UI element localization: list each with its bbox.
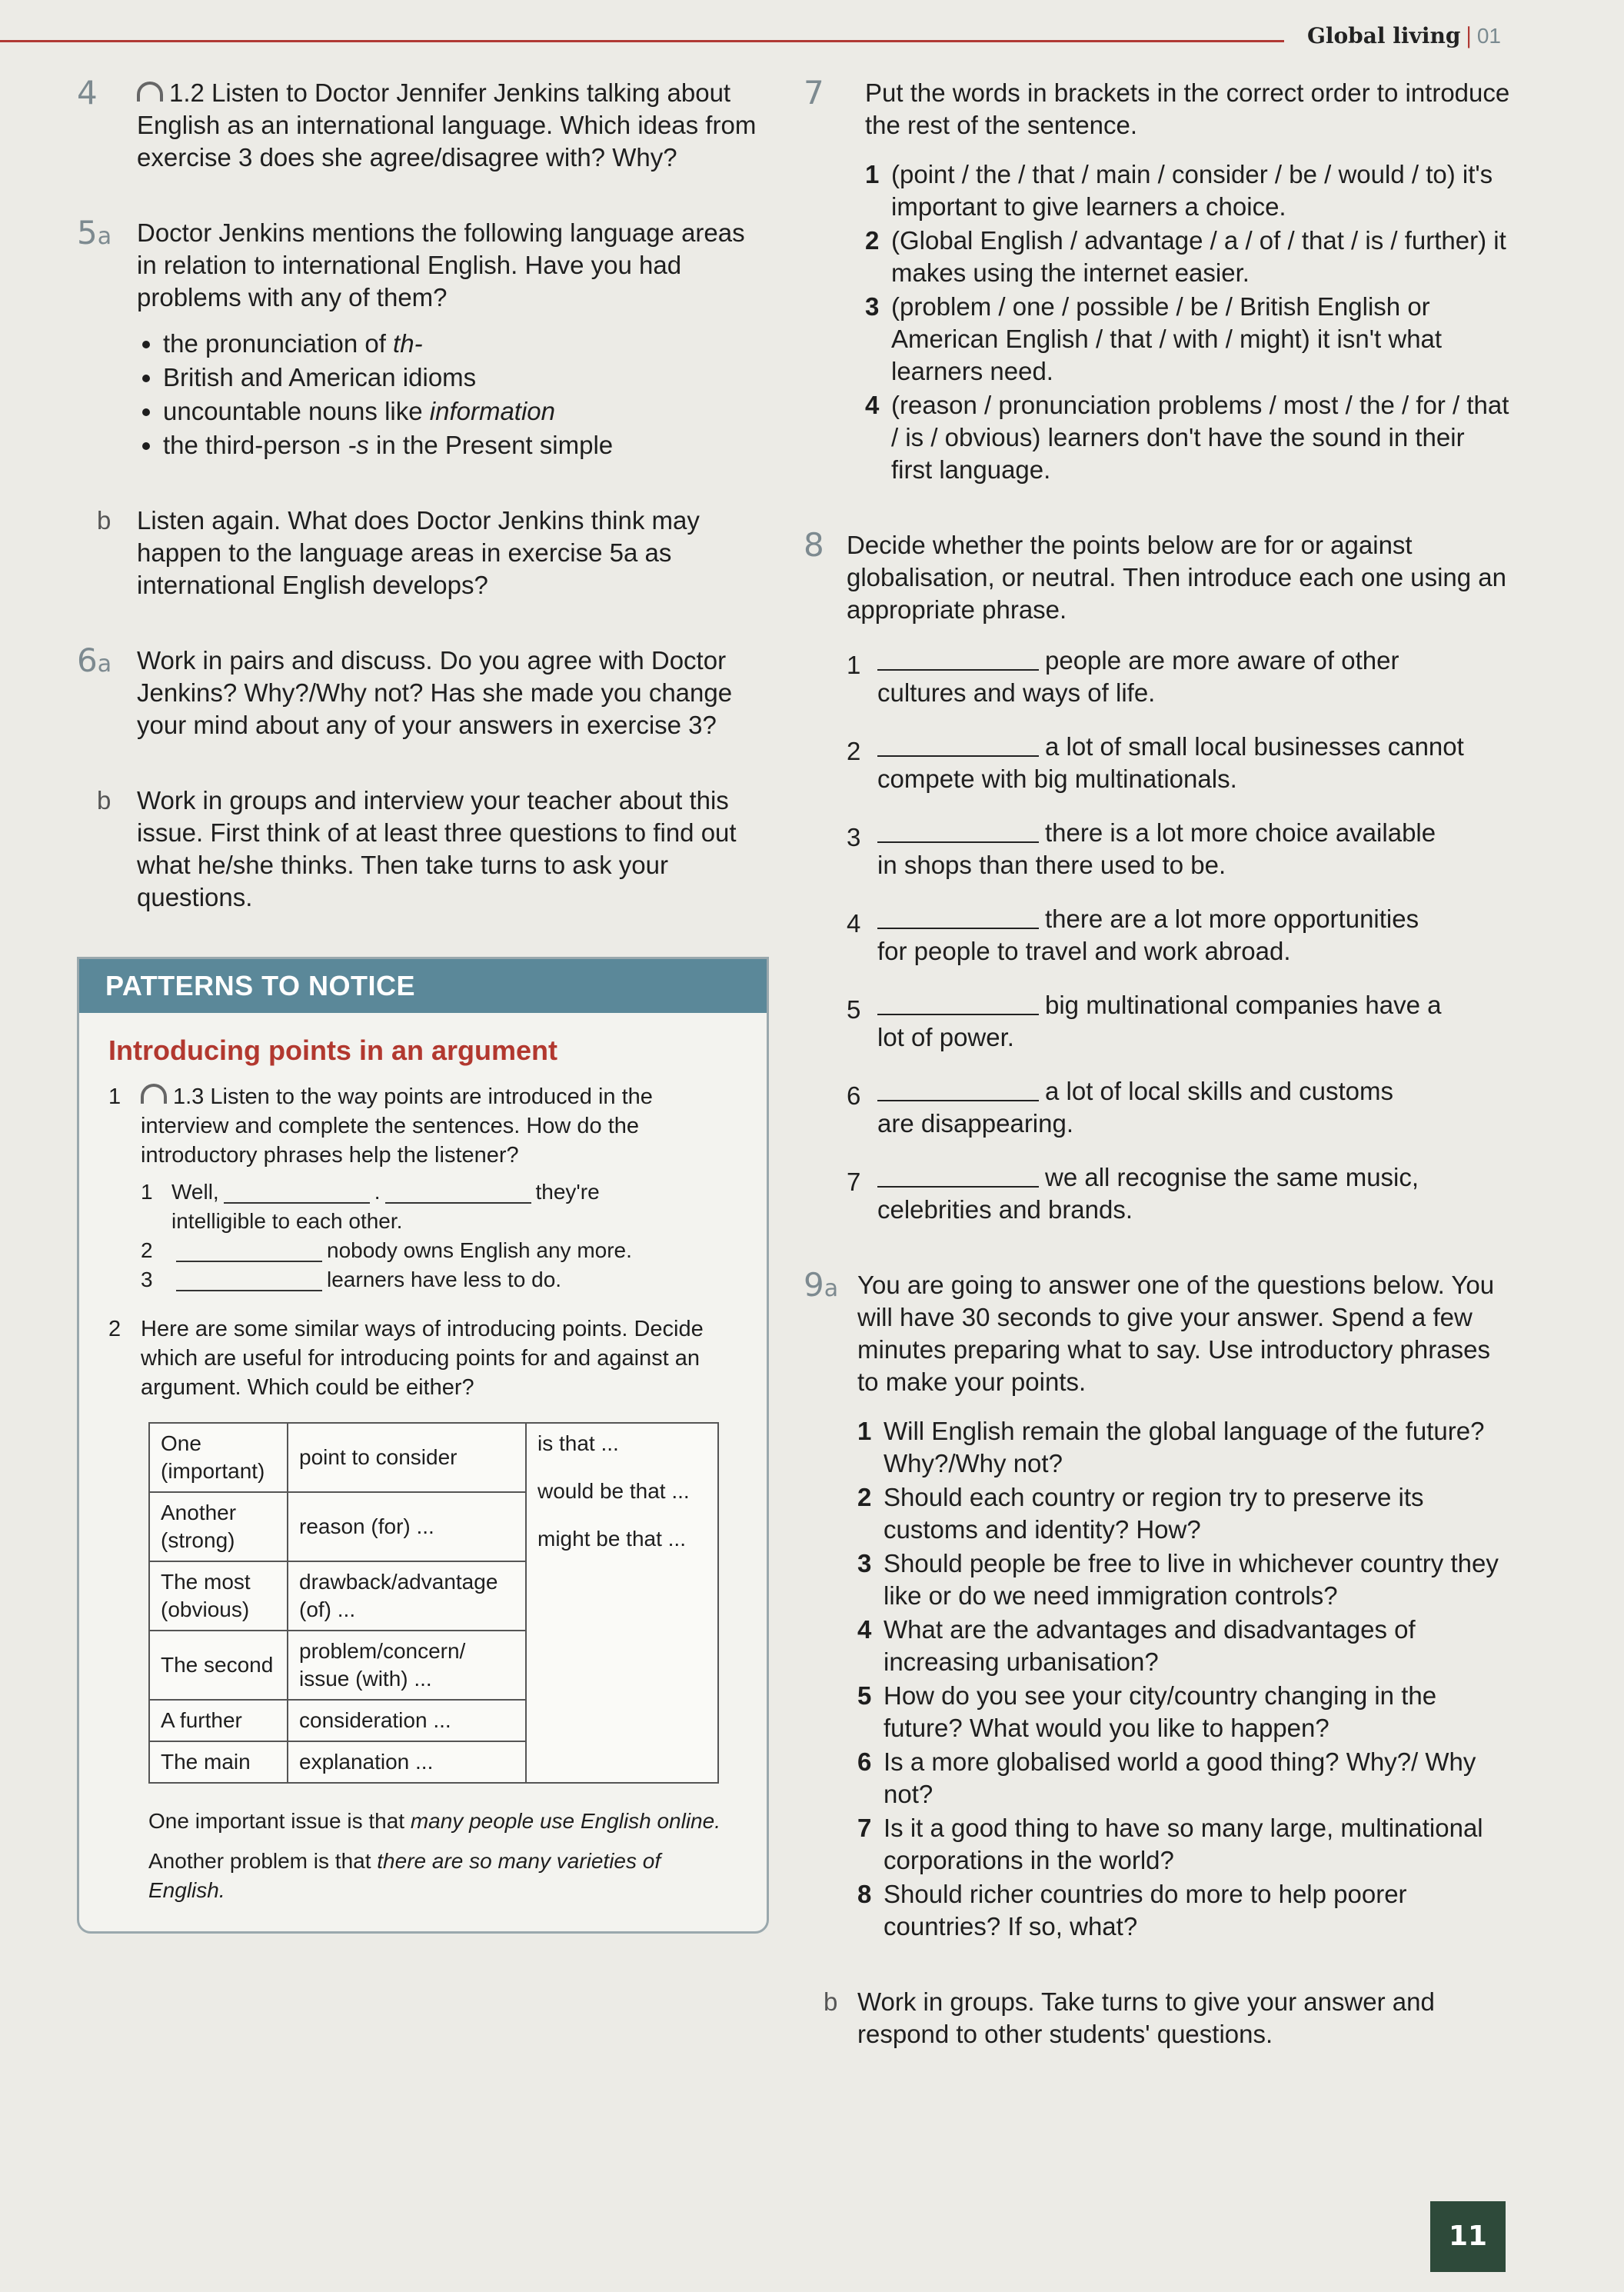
- exercise-7: [804, 74, 1511, 486]
- blank-field[interactable]: [176, 1239, 322, 1262]
- list-item: 2 a lot of small local businesses cannot compete with big multinationals.: [847, 732, 1464, 793]
- table-cell-endings: is that ... would be that ... might be that ...: [526, 1423, 718, 1783]
- exercise-letter: b: [97, 786, 111, 815]
- list-item: 7 we all recognise the same music, celebrities and brands.: [847, 1163, 1419, 1224]
- blank-field[interactable]: [877, 818, 1039, 843]
- language-areas-list: [137, 328, 769, 461]
- exercise-9b: [804, 1986, 1511, 2050]
- exercise-instruction: Doctor Jenkins mentions the following language areas in relation to international English. Have you had problems with any of them?: [137, 218, 745, 311]
- list-item: 2 Should each country or region try to preserve its customs and identity? How?: [857, 1483, 1424, 1544]
- audio-icon[interactable]: [137, 82, 166, 105]
- box-question-2: 2 Here are some similar ways of introducing points. Decide which are useful for introducing points for and against an argument. Which could be either?: [108, 1317, 704, 1400]
- exercise-instruction: Work in pairs and discuss. Do you agree with Doctor Jenkins? Why?/Why not? Has she made you change your mind about any of your answers in exercise 3?: [137, 646, 733, 739]
- example-sentence: One important issue is that many people use English online.: [148, 1809, 720, 1833]
- example-sentence: Another problem is that there are so many varieties of English.: [148, 1849, 661, 1902]
- table-cell: The main: [149, 1741, 288, 1783]
- header-rule: [0, 40, 1284, 42]
- unit-number: 01: [1476, 24, 1501, 48]
- exercise-number: 4: [77, 74, 98, 112]
- list-item: 5 How do you see your city/country changing in the future? What would you like to happen?: [857, 1681, 1437, 1742]
- box-heading: PATTERNS TO NOTICE: [79, 959, 767, 1013]
- blank-field[interactable]: [877, 1077, 1039, 1101]
- table-cell: problem/concern/ issue (with) ...: [288, 1631, 526, 1700]
- list-item: 3 (problem / one / possible / be / British English or American English / that / with / might) it isn't what learners need.: [865, 292, 1443, 385]
- list-item: 1 Will English remain the global language of the future? Why?/Why not?: [857, 1417, 1485, 1477]
- blank-field[interactable]: [877, 904, 1039, 929]
- list-item: 4 (reason / pronunciation problems / most / the / for / that / is / obvious) learners don't have the sound in their first language.: [865, 391, 1509, 484]
- exercise-5a: [77, 214, 769, 461]
- exercise-number: 6a: [77, 641, 112, 679]
- blank-field[interactable]: [877, 991, 1039, 1015]
- table-cell: explanation ...: [288, 1741, 526, 1783]
- list-item: 1 people are more aware of other cultures and ways of life.: [847, 646, 1399, 707]
- exercise-number: 9a: [804, 1266, 839, 1304]
- exercise-number: 7: [804, 74, 824, 112]
- reorder-items: [865, 158, 1511, 486]
- list-item: • British and American idioms: [163, 361, 769, 394]
- exercise-5b: [77, 505, 769, 601]
- table-cell: One (important): [149, 1423, 288, 1492]
- exercise-4: [77, 74, 769, 174]
- list-item: 6 a lot of local skills and customs are disappearing.: [847, 1077, 1394, 1138]
- exercise-instruction: Work in groups. Take turns to give your answer and respond to other students' questions.: [857, 1987, 1435, 2048]
- table-cell: The second: [149, 1631, 288, 1700]
- list-item: 4 What are the advantages and disadvantages of increasing urbanisation?: [857, 1615, 1416, 1676]
- exercise-9a: [804, 1266, 1511, 1943]
- gap-sentence: 2 nobody owns English any more.: [141, 1238, 632, 1262]
- list-item: • uncountable nouns like information: [163, 395, 769, 428]
- exercise-instruction: You are going to answer one of the questions below. You will have 30 seconds to give your answer. Spend a few minutes preparing what to say. Use introductory phrases to make your points.: [857, 1271, 1495, 1396]
- track-number: 1.2: [169, 78, 205, 107]
- left-column: [77, 74, 769, 1934]
- running-header: Global living | 01: [1306, 23, 1501, 48]
- exercise-8: [804, 526, 1511, 1226]
- exercise-letter: b: [824, 1987, 838, 2016]
- audio-icon[interactable]: [141, 1084, 170, 1107]
- exercise-number: 8: [804, 526, 824, 564]
- page-number: 11: [1430, 2201, 1506, 2272]
- patterns-to-notice-box: [77, 957, 769, 1934]
- table-cell: point to consider: [288, 1423, 526, 1492]
- list-item: 6 Is a more globalised world a good thing? Why?/ Why not?: [857, 1747, 1476, 1808]
- list-item: 2 (Global English / advantage / a / of / that / is / further) it makes using the internet easier.: [865, 226, 1506, 287]
- exercise-instruction: Work in groups and interview your teacher about this issue. First think of at least three questions to find out what he/she thinks. Then take turns to ask your questions.: [137, 786, 737, 911]
- table-cell: Another (strong): [149, 1492, 288, 1561]
- section-title: Global living: [1306, 23, 1461, 48]
- discussion-questions: [857, 1415, 1511, 1943]
- blank-field[interactable]: [877, 646, 1039, 671]
- list-item: 3 there is a lot more choice available in shops than there used to be.: [847, 818, 1436, 879]
- gap-sentence: 3 learners have less to do.: [141, 1268, 562, 1291]
- table-cell: The most (obvious): [149, 1561, 288, 1631]
- exercise-letter: b: [97, 506, 111, 535]
- exercise-6b: [77, 785, 769, 914]
- blank-field[interactable]: [176, 1268, 322, 1291]
- list-item: • the pronunciation of th-: [163, 328, 769, 360]
- exercise-instruction: Put the words in brackets in the correct order to introduce the rest of the sentence.: [865, 78, 1510, 139]
- table-cell: consideration ...: [288, 1700, 526, 1741]
- table-cell: reason (for) ...: [288, 1492, 526, 1561]
- box-question-1: 1 1.3 Listen to the way points are introduced in the interview and complete the sentences. How do the introductory phrases help the listener? 1 Well, . they're intelligible to each other. 2 nobody owns English any more. 3 learners have less to do.: [79, 1082, 767, 1294]
- list-item: 1 (point / the / that / main / consider / be / would / to) it's important to give learners a choice.: [865, 160, 1493, 221]
- exercise-number: 5a: [77, 214, 112, 252]
- table-cell: drawback/advantage (of) ...: [288, 1561, 526, 1631]
- list-item: 8 Should richer countries do more to help poorer countries? If so, what?: [857, 1880, 1407, 1941]
- blank-field[interactable]: [224, 1181, 370, 1204]
- exercise-instruction: Listen again. What does Doctor Jenkins think may happen to the language areas in exercise 5a as international English develops?: [137, 506, 700, 599]
- example-sentences: [79, 1784, 767, 1905]
- blank-field[interactable]: [877, 1163, 1039, 1188]
- track-number: 1.3: [173, 1084, 205, 1109]
- list-item: • the third-person -s in the Present simple: [163, 429, 769, 461]
- phrases-table: [148, 1422, 719, 1784]
- blank-field[interactable]: [877, 732, 1039, 757]
- exercise-instruction: Decide whether the points below are for or against globalisation, or neutral. Then introduce each one using an appropriate phrase.: [847, 531, 1506, 624]
- list-item: 7 Is it a good thing to have so many large, multinational corporations in the world?: [857, 1814, 1483, 1874]
- table-cell: A further: [149, 1700, 288, 1741]
- exercise-6a: [77, 641, 769, 741]
- box-subheading: Introducing points in an argument: [108, 1034, 557, 1066]
- right-column: [804, 74, 1511, 2094]
- gap-sentence: 1 Well, . they're intelligible to each other.: [141, 1180, 600, 1233]
- list-item: 3 Should people be free to live in whichever country they like or do we need immigration controls?: [857, 1549, 1499, 1610]
- list-item: 5 big multinational companies have a lot of power.: [847, 991, 1442, 1051]
- gap-items: [847, 645, 1511, 1226]
- list-item: 4 there are a lot more opportunities for people to travel and work abroad.: [847, 904, 1419, 965]
- blank-field[interactable]: [385, 1181, 531, 1204]
- exercise-instruction: Listen to Doctor Jennifer Jenkins talking about English as an international language. Which ideas from exercise 3 does she agree/disagree with? Why?: [137, 78, 757, 172]
